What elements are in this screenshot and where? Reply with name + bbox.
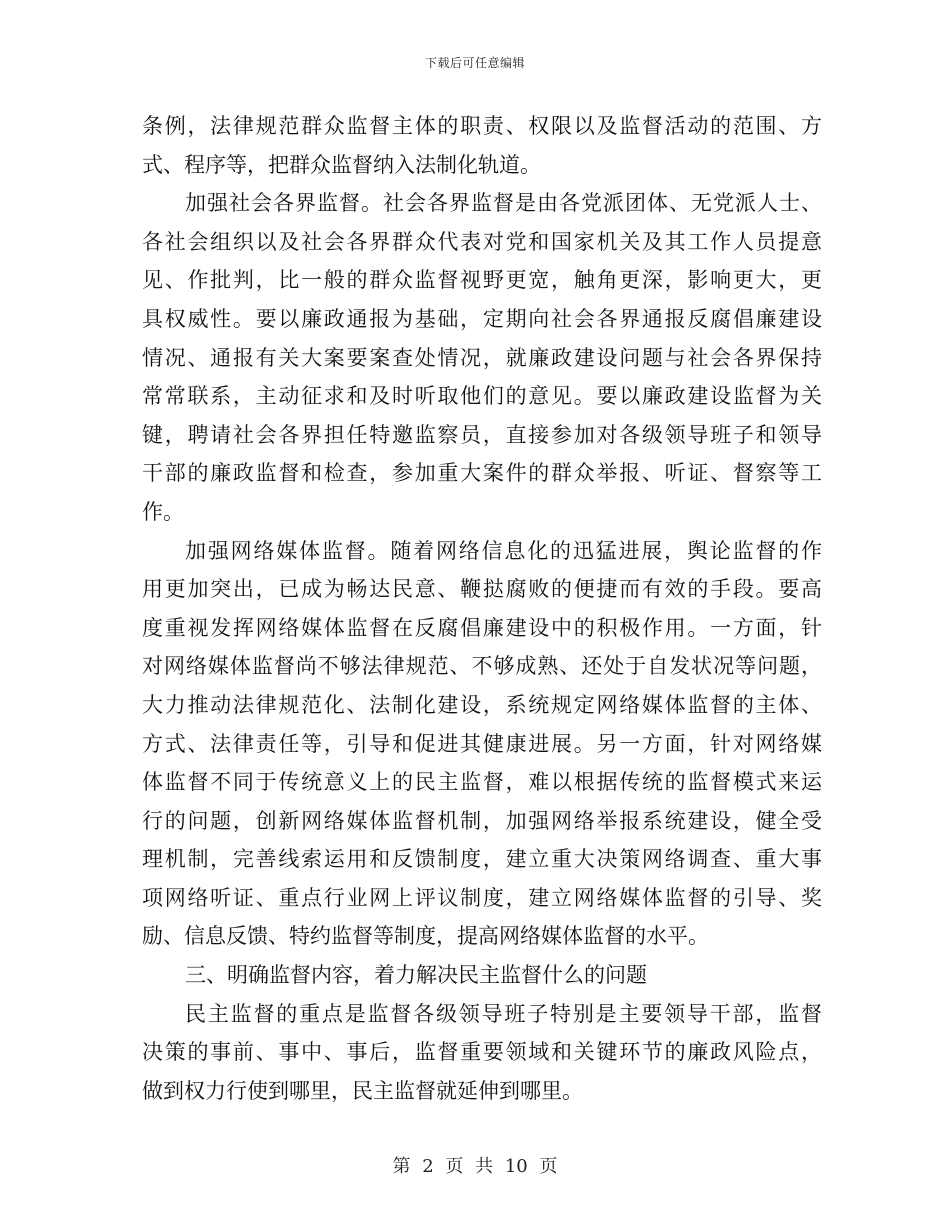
text-line: 干部的廉政监督和检查，参加重大案件的群众举报、听证、督察等工 [142,461,822,486]
text-line: 决策的事前、事中、事后，监督重要领域和关键环节的廉政风险点， [142,1040,822,1065]
text-line: 民主监督的重点是监督各级领导班子特别是主要领导干部，监督 [185,1001,822,1026]
text-line: 理机制，完善线索运用和反馈制度，建立重大决策网络调查、重大事 [142,847,822,872]
text-line: 大力推动法律规范化、法制化建设，系统规定网络媒体监督的主体、 [142,692,822,717]
text-line: 情况、通报有关大案要案查处情况，就廉政建设问题与社会各界保持 [142,345,822,370]
page-header: 下载后可任意编辑 [424,56,525,70]
text-line: 加强网络媒体监督。随着网络信息化的迅猛进展，舆论监督的作 [185,538,822,563]
text-line: 度重视发挥网络媒体监督在反腐倡廉建设中的积极作用。一方面，针 [142,615,822,640]
text-line: 励、信息反馈、特约监督等制度，提高网络媒体监督的水平。 [142,924,709,949]
text-line: 对网络媒体监督尚不够法律规范、不够成熟、还处于自发状况等问题， [142,654,822,679]
text-line: 式、程序等，把群众监督纳入法制化轨道。 [142,152,541,177]
text-line: 加强社会各界监督。社会各界监督是由各党派团体、无党派人士、 [185,191,822,216]
text-line: 常常联系，主动征求和及时听取他们的意见。要以廉政建设监督为关 [142,384,822,409]
text-line: 具权威性。要以廉政通报为基础，定期向社会各界通报反腐倡廉建设 [142,306,822,331]
page-number: 第 2 页 共 10 页 [392,1156,558,1177]
text-line: 条例，法律规范群众监督主体的职责、权限以及监督活动的范围、方 [142,114,822,138]
text-line: 体监督不同于传统意义上的民主监督，难以根据传统的监督模式来运 [142,770,822,795]
text-line: 用更加突出，已成为畅达民意、鞭挞腐败的便捷而有效的手段。要高 [142,577,822,602]
text-line: 项网络听证、重点行业网上评议制度，建立网络媒体监督的引导、奖 [142,885,822,910]
text-line: 做到权力行使到哪里，民主监督就延伸到哪里。 [142,1078,583,1103]
text-line: 各社会组织以及社会各界群众代表对党和国家机关及其工作人员提意 [142,229,822,254]
text-line: 见、作批判，比一般的群众监督视野更宽，触角更深，影响更大，更 [142,268,822,293]
text-line: 方式、法律责任等，引导和促进其健康进展。另一方面，针对网络媒 [142,731,822,756]
document-body [142,107,822,1110]
text-line: 键，聘请社会各界担任特邀监察员，直接参加对各级领导班子和领导 [142,422,822,447]
text-line: 三、明确监督内容，着力解决民主监督什么的问题 [185,963,647,988]
text-line: 行的问题，创新网络媒体监督机制，加强网络举报系统建设，健全受 [142,808,822,833]
text-line: 作。 [142,499,184,524]
